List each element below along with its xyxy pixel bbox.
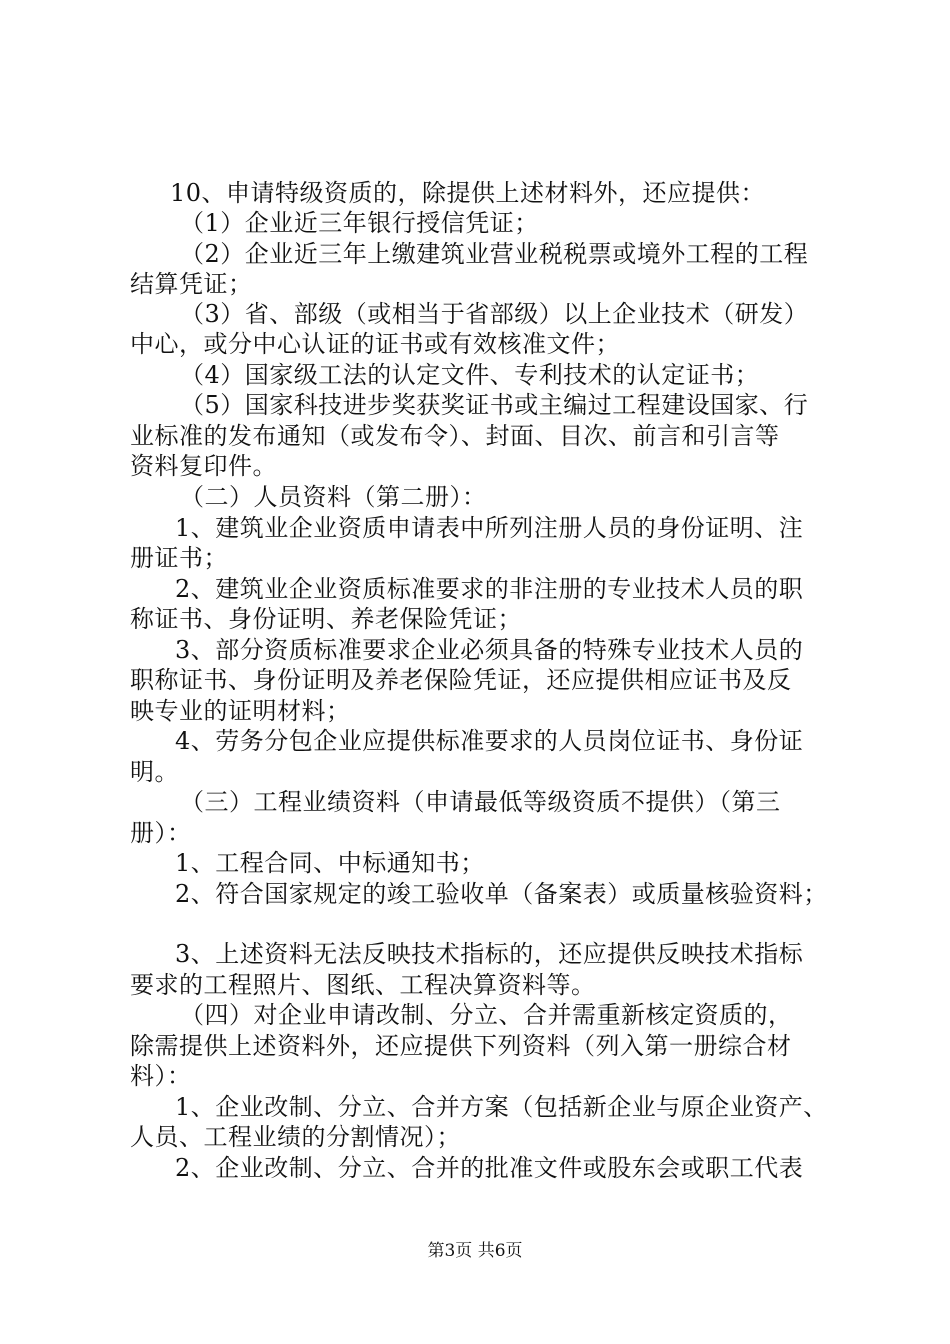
section-heading: （三）工程业绩资料（申请最低等级资质不提供）（第三 — [180, 788, 781, 816]
paragraph-line: （1）企业近三年银行授信凭证； — [180, 209, 539, 237]
paragraph-line: （3）省、部级（或相当于省部级）以上企业技术（研发） — [180, 300, 809, 328]
paragraph-line: 1、企业改制、分立、合并方案（包括新企业与原企业资产、 — [175, 1093, 828, 1121]
paragraph-line: （2）企业近三年上缴建筑业营业税税票或境外工程的工程 — [180, 240, 809, 268]
paragraph-line: （5）国家科技进步奖获奖证书或主编过工程建设国家、行 — [180, 391, 809, 419]
paragraph-line: 资料复印件。 — [130, 452, 277, 480]
section-heading: （二）人员资料（第二册）： — [180, 483, 487, 511]
paragraph-line: 除需提供上述资料外，还应提供下列资料（列入第一册综合材 — [130, 1032, 792, 1060]
paragraph-line: 业标准的发布通知（或发布令）、封面、目次、前言和引言等 — [130, 422, 780, 450]
paragraph-line: 要求的工程照片、图纸、工程决算资料等。 — [130, 971, 596, 999]
paragraph-line: 1、建筑业企业资质申请表中所列注册人员的身份证明、注 — [175, 514, 804, 542]
paragraph-line: 3、上述资料无法反映技术指标的，还应提供反映技术指标 — [175, 940, 804, 968]
paragraph-line: 料）： — [130, 1062, 192, 1090]
paragraph-line: 2、符合国家规定的竣工验收单（备案表）或质量核验资料； — [175, 880, 828, 908]
paragraph-line: （4）国家级工法的认定文件、专利技术的认定证书； — [180, 361, 760, 389]
paragraph-line: 称证书、身份证明、养老保险凭证； — [130, 605, 522, 633]
paragraph-line: 4、劳务分包企业应提供标准要求的人员岗位证书、身份证 — [175, 727, 804, 755]
paragraph-line: 明。 — [130, 758, 179, 786]
paragraph-line: 结算凭证； — [130, 270, 253, 298]
page-number: 第3页 共6页 — [427, 1241, 523, 1261]
paragraph-line: 中心，或分中心认证的证书或有效核准文件； — [130, 330, 620, 358]
paragraph-line: 映专业的证明材料； — [130, 697, 351, 725]
paragraph-line: 册证书； — [130, 544, 228, 572]
paragraph-line: 人员、工程业绩的分割情况）； — [130, 1123, 461, 1151]
section-heading: 册）： — [130, 819, 192, 847]
section-heading: （四）对企业申请改制、分立、合并需重新核定资质的， — [180, 1001, 793, 1029]
paragraph-line: 3、部分资质标准要求企业必须具备的特殊专业技术人员的 — [175, 636, 804, 664]
paragraph-line: 10、申请特级资质的，除提供上述材料外，还应提供： — [170, 179, 766, 207]
paragraph-line: 2、企业改制、分立、合并的批准文件或股东会或职工代表 — [175, 1154, 804, 1182]
paragraph-line: 职称证书、身份证明及养老保险凭证，还应提供相应证书及反 — [130, 666, 792, 694]
paragraph-line: 2、建筑业企业资质标准要求的非注册的专业技术人员的职 — [175, 575, 804, 603]
paragraph-line: 1、工程合同、中标通知书； — [175, 849, 485, 877]
